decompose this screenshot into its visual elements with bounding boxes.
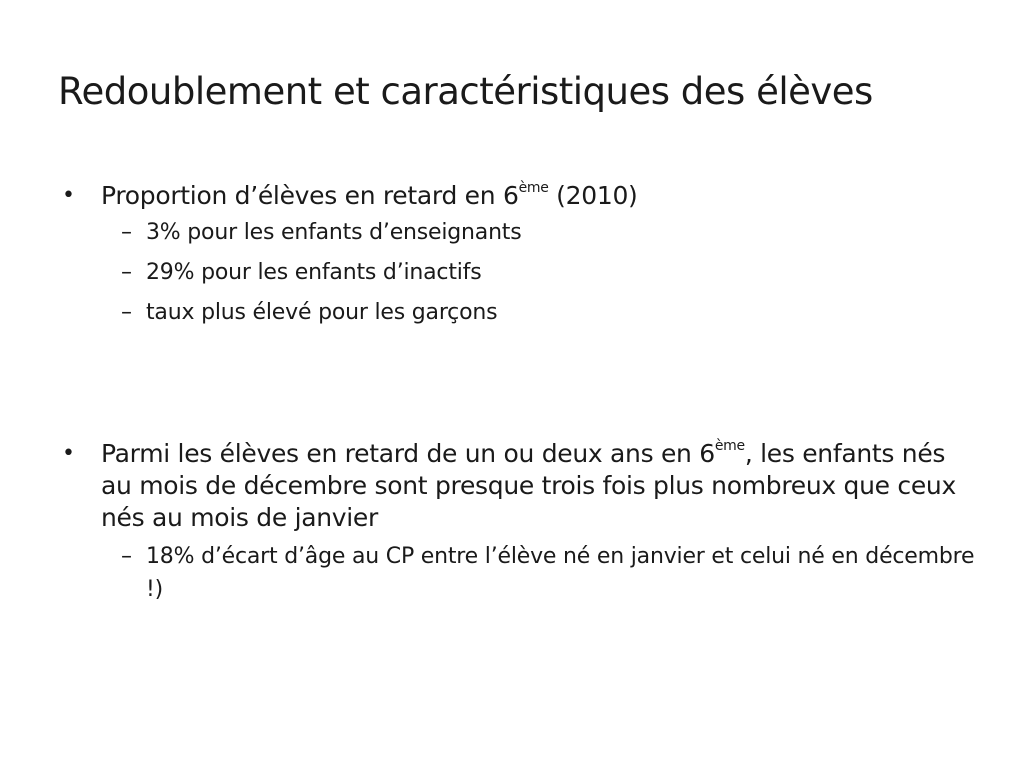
sub-bullet-text: taux plus élevé pour les garçons <box>146 300 498 325</box>
sub-bullet-item <box>60 218 960 248</box>
bullet-text-end: , les enfants nés au mois de décembre sont presque trois fois plus nombreux que ceux nés au mois de janvier <box>101 439 956 532</box>
bullet-line <box>60 438 960 534</box>
bullet-text <box>101 439 956 532</box>
sub-list <box>60 540 975 606</box>
bullet-item <box>60 437 975 616</box>
bullet-line <box>60 180 960 212</box>
dash-icon: – <box>121 544 132 569</box>
ordinal-superscript: ème <box>518 179 549 196</box>
bullet-dot-icon: • <box>62 183 75 208</box>
bullet-text <box>101 181 638 210</box>
bullet-text-start: Parmi les élèves en retard de un ou deux ans en 6 <box>101 439 715 468</box>
ordinal-superscript: ème <box>714 437 745 454</box>
bullet-text-end: (2010) <box>548 181 638 210</box>
bullet-text-start: Proportion d’élèves en retard en 6 <box>101 181 519 210</box>
sub-list <box>60 218 960 328</box>
slide-title: Redoublement et caractéristiques des élèves <box>58 70 873 113</box>
sub-bullet-text: 3% pour les enfants d’enseignants <box>146 220 522 245</box>
sub-bullet-text: 18% d’écart d’âge au CP entre l’élève né en janvier et celui né en décembre !) <box>146 544 975 602</box>
sub-bullet-item <box>60 298 960 328</box>
sub-bullet-text: 29% pour les enfants d’inactifs <box>146 260 482 285</box>
dash-icon: – <box>121 260 132 285</box>
sub-bullet-item <box>60 258 960 288</box>
sub-bullet-item <box>60 540 991 606</box>
dash-icon: – <box>121 300 132 325</box>
bullet-dot-icon: • <box>62 441 75 466</box>
dash-icon: – <box>121 220 132 245</box>
bullet-item <box>60 180 960 338</box>
